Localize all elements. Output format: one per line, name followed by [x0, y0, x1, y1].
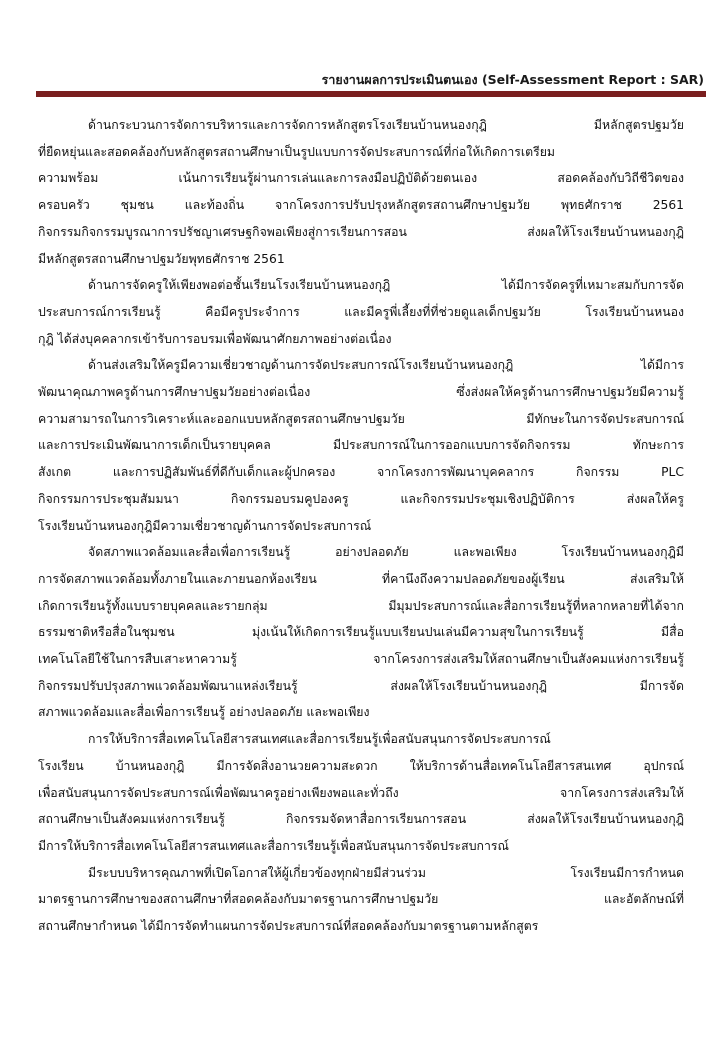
paragraph-environment	[38, 539, 684, 726]
text-line: เพื่อสนับสนุนการจัดประสบการณ์เพื่อพัฒนาครูอย่างเพียงพอและทั่วถึง จากโครงการส่งเสริมให้	[38, 785, 684, 800]
text-line: ด้านการจัดครูให้เพียงพอต่อชั้นเรียนโรงเรียนบ้านหนองกุฎิ ได้มีการจัดครูที่เหมาะสมกับการจัด	[88, 278, 684, 293]
text-line: ด้านกระบวนการจัดการบริหารและการจัดการหลักสูตรโรงเรียนบ้านหนองกุฎิ มีหลักสูตรปฐมวัย	[88, 118, 684, 132]
text-line: มาตรฐานการศึกษาของสถานศึกษาที่สอดคล้องกับมาตรฐานการศึกษาปฐมวัย และอัตลักษณ์ที่	[38, 892, 684, 907]
text-line: ที่ยืดหยุ่นและสอดคล้องกับหลักสูตรสถานศึกษาเป็นรูปแบบการจัดประสบการณ์ที่ก่อให้เกิดการเตรียม	[38, 144, 556, 159]
text-line: โรงเรียน บ้านหนองกุฎิ มีการจัดสิ่งอานวยความสะดวก ให้บริการด้านสื่อเทคโนโลยีสารสนเทศ อุปกรณ์	[38, 758, 684, 773]
text-line: การจัดสภาพแวดล้อมทั้งภายในและภายนอกห้องเรียน ที่คานึงถึงความปลอดภัยของผู้เรียน ส่งเสริมให้	[38, 571, 684, 586]
text-line: สังเกต และการปฏิสัมพันธ์ที่ดีกับเด็กและผู้ปกครอง จากโครงการพัฒนาบุคคลากร กิจกรรม PLC	[38, 465, 684, 480]
text-line: ครอบครัว ชุมชน และท้องถิ่น จากโครงการปรับปรุงหลักสูตรสถานศึกษาปฐมวัย พุทธศักราช 2561	[38, 198, 684, 213]
report-header-title: รายงานผลการประเมินตนเอง (Self-Assessment Report : SAR)	[321, 72, 704, 87]
text-line: ธรรมชาติหรือสื่อในชุมชน มุ่งเน้นให้เกิดการเรียนรู้แบบเรียนปนเล่นมีความสุขในการเรียนรู้ มีสื่อ	[38, 625, 684, 640]
paragraph-quality-management	[38, 860, 684, 940]
text-line: มีระบบบริหารคุณภาพที่เปิดโอกาสให้ผู้เกี่ยวข้องทุกฝ่ายมีส่วนร่วม โรงเรียนมีการกำหนด	[88, 865, 684, 880]
paragraph-curriculum	[38, 112, 684, 272]
text-line: เกิดการเรียนรู้ทั้งแบบรายบุคคลและรายกลุ่ม มีมุมประสบการณ์และสื่อการเรียนรู้ที่หลากหลายที่ได้จาก	[38, 598, 684, 613]
text-line: และการประเมินพัฒนาการเด็กเป็นรายบุคคล มีประสบการณ์ในการออกแบบการจัดกิจกรรม ทักษะการ	[38, 438, 684, 453]
text-line: ความสามารถในการวิเคราะห์และออกแบบหลักสูตรสถานศึกษาปฐมวัย มีทักษะในการจัดประสบการณ์	[38, 411, 684, 426]
header-divider	[36, 91, 706, 97]
text-line: ด้านส่งเสริมให้ครูมีความเชี่ยวชาญด้านการจัดประสบการณ์โรงเรียนบ้านหนองกุฎิ ได้มีการ	[88, 358, 684, 373]
text-line: มีหลักสูตรสถานศึกษาปฐมวัยพุทธศักราช 2561	[38, 251, 285, 266]
paragraph-it-services	[38, 726, 684, 860]
document-body	[38, 112, 684, 940]
text-line: กิจกรรมการประชุมสัมมนา กิจกรรมอบรมคูปองครู และกิจกรรมประชุมเชิงปฏิบัติการ ส่งผลให้ครู	[38, 491, 684, 506]
text-line: การให้บริการสื่อเทคโนโลยีสารสนเทศและสื่อการเรียนรู้เพื่อสนับสนุนการจัดประสบการณ์	[88, 732, 551, 747]
text-line: โรงเรียนบ้านหนองกุฎิมีความเชี่ยวชาญด้านการจัดประสบการณ์	[38, 518, 372, 533]
text-line: ประสบการณ์การเรียนรู้ คือมีครูประจำการ และมีครูพี่เลี้ยงที่ที่ช่วยดูแลเด็กปฐมวัย โรงเรียนบ้านหนอง	[38, 304, 684, 319]
paragraph-teacher-expertise	[38, 352, 684, 539]
text-line: ความพร้อม เน้นการเรียนรู้ผ่านการเล่นและการลงมือปฏิบัติด้วยตนเอง สอดคล้องกับวิถีชีวิตของ	[38, 171, 684, 186]
text-line: กิจกรรมปรับปรุงสภาพแวดล้อมพัฒนาแหล่งเรียนรู้ ส่งผลให้โรงเรียนบ้านหนองกุฎิ มีการจัด	[38, 678, 684, 693]
text-line: เทคโนโลยีใช้ในการสืบเสาะหาความรู้ จากโครงการส่งเสริมให้สถานศึกษาเป็นสังคมแห่งการเรียนรู้	[38, 652, 684, 667]
text-line: สถานศึกษาเป็นสังคมแห่งการเรียนรู้ กิจกรรมจัดหาสื่อการเรียนการสอน ส่งผลให้โรงเรียนบ้านหนองกุฎิ	[38, 812, 684, 827]
paragraph-teacher-allocation	[38, 272, 684, 352]
text-line: กิจกรรมกิจกรรมบูรณาการปรัชญาเศรษฐกิจพอเพียงสู่การเรียนการสอน ส่งผลให้โรงเรียนบ้านหนองกุฎิ	[38, 224, 684, 239]
text-line: พัฒนาคุณภาพครูด้านการศึกษาปฐมวัยอย่างต่อเนื่อง ซึ่งส่งผลให้ครูด้านการศึกษาปฐมวัยมีความรู้	[38, 385, 684, 400]
text-line: สภาพแวดล้อมและสื่อเพื่อการเรียนรู้ อย่างปลอดภัย และพอเพียง	[38, 705, 370, 720]
text-line: สถานศึกษากำหนด ได้มีการจัดทำแผนการจัดประสบการณ์ที่สอดคล้องกับมาตรฐานตามหลักสูตร	[38, 919, 539, 934]
text-line: จัดสภาพแวดล้อมและสื่อเพื่อการเรียนรู้ อย่างปลอดภัย และพอเพียง โรงเรียนบ้านหนองกุฎิมี	[88, 545, 684, 560]
text-line: กุฎิ ได้ส่งบุคคลากรเข้ารับการอบรมเพื่อพัฒนาศักยภาพอย่างต่อเนื่อง	[38, 331, 392, 346]
text-line: มีการให้บริการสื่อเทคโนโลยีสารสนเทศและสื่อการเรียนรู้เพื่อสนับสนุนการจัดประสบการณ์	[38, 838, 509, 853]
